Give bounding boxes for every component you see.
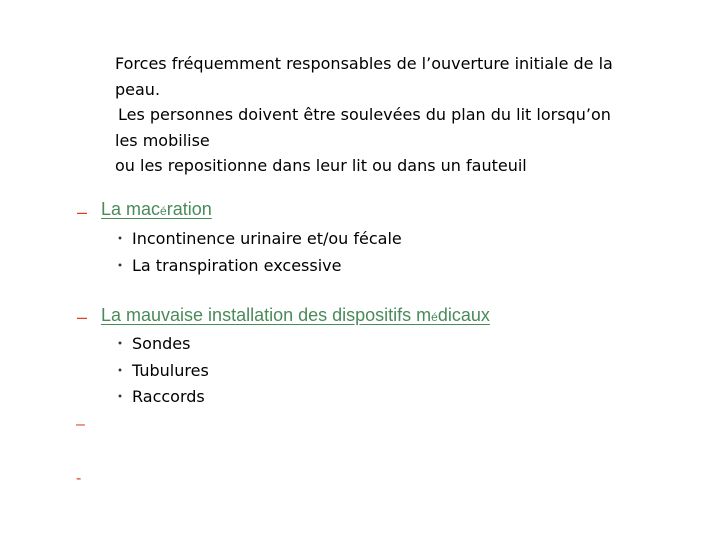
bullet-text: Raccords	[132, 387, 205, 406]
intro-paragraph	[115, 51, 675, 179]
bullet-list-dispositifs	[112, 331, 209, 411]
bullet-text: Tubulures	[132, 360, 209, 380]
bullet-icon: ・	[112, 334, 129, 353]
intro-line: Forces fréquemment responsables de l’ouverture initiale de la	[115, 54, 613, 73]
section-heading-dispositifs	[101, 305, 490, 326]
heading-text: é	[431, 310, 438, 324]
bullet-text: Sondes	[132, 334, 191, 353]
section-dash: –	[77, 202, 88, 222]
bullet-list-maceration	[112, 226, 402, 279]
bullet-icon: ・	[112, 229, 129, 248]
empty-bullet-dash: -	[76, 470, 82, 487]
intro-line: ou les repositionne dans leur lit ou dans un fauteuil	[115, 156, 527, 175]
section-dash: –	[77, 307, 88, 327]
section-heading-maceration	[101, 199, 212, 220]
list-item	[112, 331, 209, 358]
intro-line: les mobilise	[115, 130, 210, 150]
bullet-icon: ・	[112, 387, 129, 406]
list-item	[112, 226, 402, 253]
heading-text: é	[160, 204, 167, 218]
heading-text: ration	[166, 199, 212, 219]
bullet-text: La transpiration excessive	[132, 255, 342, 275]
list-item	[112, 253, 402, 280]
bullet-icon: ・	[112, 360, 129, 380]
intro-line: peau.	[115, 79, 161, 99]
heading-text: La mauvaise installation des dispositifs m	[101, 305, 432, 325]
list-item	[112, 384, 209, 411]
intro-line: Les personnes doivent être soulevées du plan du lit lorsqu’on	[118, 105, 611, 124]
list-item	[112, 358, 209, 385]
bullet-text: Incontinence urinaire et/ou fécale	[132, 229, 402, 248]
bullet-icon: ・	[112, 255, 129, 275]
empty-bullet-dash: –	[76, 416, 85, 433]
heading-text: La mac	[101, 199, 161, 219]
heading-text: dicaux	[437, 305, 490, 325]
